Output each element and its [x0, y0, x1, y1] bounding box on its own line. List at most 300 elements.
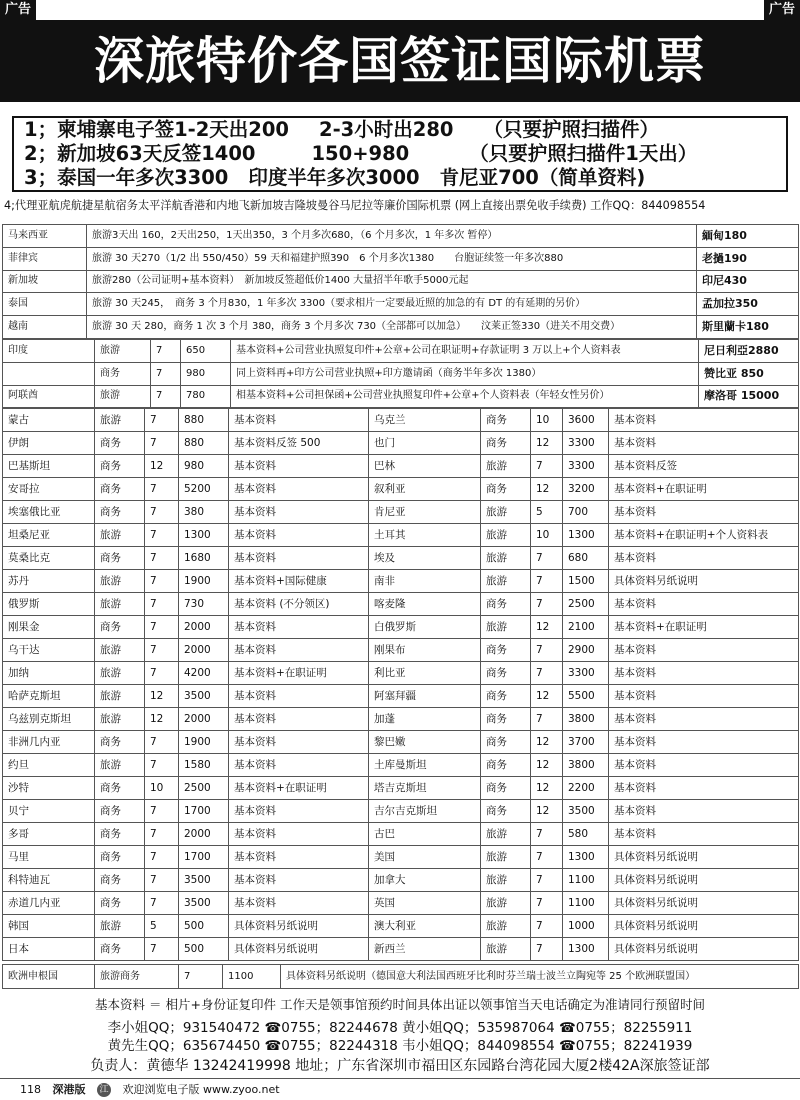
table-cell: 1300 [563, 938, 609, 961]
table-cell: 旅游 [95, 385, 151, 408]
table-row [3, 455, 799, 478]
table-cell: 具体资料另纸说明 [609, 938, 799, 961]
table-row [3, 731, 799, 754]
table-cell: 7 [531, 846, 563, 869]
table-cell: 3300 [563, 432, 609, 455]
table-cell: 科特迪瓦 [3, 869, 95, 892]
table-cell: 基本资料 [229, 754, 369, 777]
table-cell: 基本资料 [609, 501, 799, 524]
table-cell: 非洲几内亚 [3, 731, 95, 754]
table-cell: 1100 [563, 869, 609, 892]
table-cell: 旅游 [95, 409, 145, 432]
table-cell: 7 [531, 915, 563, 938]
table-cell: 商务 [481, 409, 531, 432]
table-row [3, 247, 799, 270]
table-cell: 基本资料+在职证明 [229, 777, 369, 800]
table-cell: 基本资料 [609, 547, 799, 570]
table-cell: 基本资料 [609, 432, 799, 455]
table-cell: 商务 [481, 754, 531, 777]
table-cell: 旅游 [95, 340, 151, 363]
table-cell: 基本资料 [609, 823, 799, 846]
table-cell: 旅游 [95, 593, 145, 616]
table-cell: 安哥拉 [3, 478, 95, 501]
promo-item: 2-3小时出280 [319, 118, 454, 141]
table-cell: 基本资料 [229, 478, 369, 501]
table-row [3, 293, 799, 316]
table-cell: 7 [531, 938, 563, 961]
table-cell: 商务 [95, 432, 145, 455]
table-cell: 7 [145, 846, 179, 869]
table-row [3, 547, 799, 570]
table-cell: 叙利亚 [369, 478, 481, 501]
table-cell: 7 [531, 662, 563, 685]
table-cell: 商务 [95, 938, 145, 961]
table-cell: 5200 [179, 478, 229, 501]
table-cell: 土耳其 [369, 524, 481, 547]
table-cell: 7 [145, 593, 179, 616]
promo-item: 150+980 [311, 142, 410, 165]
table-cell: 旅游 [95, 915, 145, 938]
table-cell: 2000 [179, 823, 229, 846]
table-row [3, 938, 799, 961]
table-cell: 3300 [563, 455, 609, 478]
table-cell: 10 [145, 777, 179, 800]
table-cell: 5 [145, 915, 179, 938]
table-cell: 基本资料 [229, 501, 369, 524]
promo-note: 4;代理亚航虎航捷星航宿务太平洋航香港和内地飞新加坡吉隆坡曼谷马尼拉等廉价国际机票 (网上直接出票免收手续费) 工作QQ：844098554 [4, 199, 706, 212]
table-cell: 7 [179, 965, 223, 989]
table-cell: 旅游 [481, 938, 531, 961]
table-cell: 旅游 [481, 892, 531, 915]
table-cell: 7 [145, 432, 179, 455]
table-cell: 商务 [95, 362, 151, 385]
table-cell: 商务 [481, 731, 531, 754]
table-cell: 商务 [95, 547, 145, 570]
table-row [3, 639, 799, 662]
table-cell: 5500 [563, 685, 609, 708]
table-cell: 基本资料 [229, 685, 369, 708]
table-cell: 1100 [563, 892, 609, 915]
table-cell: 12 [531, 685, 563, 708]
table-cell: 10 [531, 409, 563, 432]
table-cell: 650 [181, 340, 231, 363]
table-cell: 欧洲申根国 [3, 965, 95, 989]
table-cell: 基本资料 [229, 892, 369, 915]
table-cell: 基本资料 [229, 455, 369, 478]
table-cell: 坦桑尼亚 [3, 524, 95, 547]
table-cell: 基本资料 [609, 593, 799, 616]
table-row [3, 432, 799, 455]
table-cell: 基本资料 [609, 662, 799, 685]
table-cell: 基本资料 [229, 800, 369, 823]
table-cell: 刚果布 [369, 639, 481, 662]
table-cell: 旅游 [481, 846, 531, 869]
table-row [3, 662, 799, 685]
table-cell: 1500 [563, 570, 609, 593]
table-cell: 3300 [563, 662, 609, 685]
promo-item: 2；新加坡63天反签1400 [24, 142, 256, 165]
table-cell: 乌克兰 [369, 409, 481, 432]
table-cell: 基本资料+在职证明+个人资料表 [609, 524, 799, 547]
table-cell: 英国 [369, 892, 481, 915]
table-cell: 基本资料 [229, 639, 369, 662]
table-cell: 旅游 [481, 524, 531, 547]
page-title: 深旅特价各国签证国际机票 [0, 20, 800, 102]
table-cell: 7 [531, 455, 563, 478]
ad-label-left: 广告 [0, 0, 36, 20]
table-cell: 3700 [563, 731, 609, 754]
table-cell: 具体资料另纸说明 [609, 869, 799, 892]
table-cell: 巴林 [369, 455, 481, 478]
table-cell: 7 [145, 938, 179, 961]
table-cell: 旅游 [95, 685, 145, 708]
table-row [3, 892, 799, 915]
table-cell: 基本资料 [229, 616, 369, 639]
site-link[interactable]: 欢迎浏览电子版 www.zyoo.net [122, 1083, 280, 1096]
table-cell: 塔吉克斯坦 [369, 777, 481, 800]
table-cell: 2500 [563, 593, 609, 616]
table-cell: 12 [531, 616, 563, 639]
table-cell: 4200 [179, 662, 229, 685]
table-cell: 南非 [369, 570, 481, 593]
table-cell: 刚果金 [3, 616, 95, 639]
table-cell: 泰国 [3, 293, 87, 316]
table-row [3, 754, 799, 777]
table-cell: 具体资料另纸说明 [229, 938, 369, 961]
table-cell: 2500 [179, 777, 229, 800]
contact-line-1: 李小姐QQ；931540472 ☎0755；82244678 黄小姐QQ；535987064 ☎0755；82255911 [107, 1020, 693, 1036]
table-cell: 780 [181, 385, 231, 408]
table-row [3, 685, 799, 708]
table-cell: 沙特 [3, 777, 95, 800]
table-cell: 基本资料+在职证明 [229, 662, 369, 685]
table-cell: 1700 [179, 800, 229, 823]
promo-box [12, 118, 788, 192]
page-number: 118 [20, 1083, 41, 1096]
table-cell: 12 [531, 432, 563, 455]
table-cell: 基本资料 [609, 754, 799, 777]
table-cell: 3500 [563, 800, 609, 823]
table-cell: 10 [531, 524, 563, 547]
edition-label: 深港版 [52, 1083, 86, 1096]
visa-table-india-uae [2, 339, 799, 408]
promo-line-2 [14, 142, 786, 166]
table-cell: 哈萨克斯坦 [3, 685, 95, 708]
table-cell: 具体资料另纸说明 [609, 892, 799, 915]
table-cell: 基本资料 [609, 777, 799, 800]
table-cell: 白俄罗斯 [369, 616, 481, 639]
table-cell: 2000 [179, 616, 229, 639]
table-cell: 旅游 [95, 639, 145, 662]
table-row [3, 616, 799, 639]
table-cell: 旅游 [95, 662, 145, 685]
table-cell: 1580 [179, 754, 229, 777]
table-cell: 3800 [563, 708, 609, 731]
table-cell: 7 [531, 593, 563, 616]
table-row [3, 478, 799, 501]
table-cell: 7 [531, 892, 563, 915]
table-cell: 7 [531, 570, 563, 593]
table-cell: 马里 [3, 846, 95, 869]
table-cell: 商务 [481, 662, 531, 685]
table-cell: 埃塞俄比亚 [3, 501, 95, 524]
table-cell: 贝宁 [3, 800, 95, 823]
table-cell: 菲律宾 [3, 247, 87, 270]
table-cell: 美国 [369, 846, 481, 869]
table-cell: 俄罗斯 [3, 593, 95, 616]
table-cell: 500 [179, 938, 229, 961]
table-cell: 7 [145, 501, 179, 524]
table-cell: 緬甸180 [697, 225, 799, 248]
table-cell: 7 [145, 524, 179, 547]
table-cell: 700 [563, 501, 609, 524]
table-cell: 12 [531, 777, 563, 800]
table-cell: 多哥 [3, 823, 95, 846]
table-cell: 基本资料 [229, 547, 369, 570]
table-cell: 巴基斯坦 [3, 455, 95, 478]
table-row [3, 225, 799, 248]
table-cell: 吉尔吉克斯坦 [369, 800, 481, 823]
table-cell: 旅游3天出 160，2天出250，1天出350，3 个月多次680，（6 个月多次，1 年多次 暂停） [87, 225, 697, 248]
table-cell: 旅游 [481, 547, 531, 570]
table-cell: 新加坡 [3, 270, 87, 293]
visa-table-schengen [2, 964, 799, 989]
table-cell: 印尼430 [697, 270, 799, 293]
table-cell: 12 [145, 708, 179, 731]
table-cell: 旅游 30 天 280，商务 1 次 3 个月 380，商务 3 个月多次 730（全部都可以加急） 汶莱正签330（进关不用交费） [87, 316, 697, 339]
table-cell: 商务 [481, 478, 531, 501]
table-cell: 3800 [563, 754, 609, 777]
table-cell: 3500 [179, 685, 229, 708]
table-cell: 1100 [223, 965, 281, 989]
table-cell: 也门 [369, 432, 481, 455]
promo-item: （只要护照扫描件） [483, 118, 659, 141]
table-cell: 旅游 [481, 455, 531, 478]
table-row [3, 340, 799, 363]
table-cell: 具体资料另纸说明 [609, 570, 799, 593]
table-cell: 乌兹别克斯坦 [3, 708, 95, 731]
table-cell: 基本资料+国际健康 [229, 570, 369, 593]
table-cell: 1900 [179, 731, 229, 754]
table-cell: 旅游 30 天270（1/2 出 550/450）59 天和福建护照390 6 个月多次1380 台胞证续签一年多次880 [87, 247, 697, 270]
table-cell: 2000 [179, 639, 229, 662]
table-cell: 印度 [3, 340, 95, 363]
table-cell: 商务 [95, 846, 145, 869]
table-cell: 具体资料另纸说明 [609, 846, 799, 869]
table-cell: 基本资料 [229, 409, 369, 432]
table-cell: 5 [531, 501, 563, 524]
basic-docs-definition: 基本资料 ＝ 相片+身份证复印件 工作天是领事馆预约时间具体出证以领事馆当天电话确定为准请同行预留时间 [95, 997, 705, 1012]
table-cell: 蒙古 [3, 409, 95, 432]
table-cell: 1680 [179, 547, 229, 570]
table-cell: 7 [145, 547, 179, 570]
table-cell: 商务 [95, 869, 145, 892]
table-cell: 7 [145, 754, 179, 777]
table-cell: 加纳 [3, 662, 95, 685]
table-cell: 基本资料 [229, 708, 369, 731]
table-cell: 7 [531, 547, 563, 570]
promo-item: 印度半年多次3000 [248, 166, 420, 189]
table-cell: 7 [145, 616, 179, 639]
table-cell: 澳大利亚 [369, 915, 481, 938]
contact-line-3: 负责人：黄德华 13242419998 地址；广东省深圳市福田区东园路台湾花园大厦2楼42A深旅签证部 [90, 1058, 710, 1074]
table-cell: 旅游 [481, 570, 531, 593]
table-row [3, 846, 799, 869]
table-cell: 摩洛哥 15000 [699, 385, 799, 408]
table-cell: 旅游 [481, 869, 531, 892]
promo-line-1 [14, 118, 786, 142]
publisher-logo-icon: 江 [97, 1083, 111, 1097]
table-cell: 加蓬 [369, 708, 481, 731]
table-cell: 黎巴嫩 [369, 731, 481, 754]
table-cell: 3600 [563, 409, 609, 432]
table-cell: 旅游 [95, 754, 145, 777]
table-row [3, 708, 799, 731]
table-cell: 680 [563, 547, 609, 570]
table-cell: 商务 [481, 593, 531, 616]
table-cell: 旅游 [481, 616, 531, 639]
table-cell: 3200 [563, 478, 609, 501]
table-cell: 商务 [481, 685, 531, 708]
table-cell: 土库曼斯坦 [369, 754, 481, 777]
table-cell: 12 [531, 731, 563, 754]
promo-item: （只要护照扫描件1天出） [469, 142, 698, 165]
table-cell: 7 [145, 662, 179, 685]
table-cell: 商务 [95, 731, 145, 754]
table-cell: 埃及 [369, 547, 481, 570]
table-row [3, 501, 799, 524]
table-cell: 尼日利亞2880 [699, 340, 799, 363]
table-cell: 3500 [179, 892, 229, 915]
table-cell: 7 [145, 409, 179, 432]
table-cell: 日本 [3, 938, 95, 961]
table-cell: 7 [145, 731, 179, 754]
table-cell: 新西兰 [369, 938, 481, 961]
table-cell: 730 [179, 593, 229, 616]
table-cell: 基本资料反签 [609, 455, 799, 478]
table-cell: 1300 [563, 524, 609, 547]
table-cell: 商务 [95, 777, 145, 800]
table-cell: 基本资料 [229, 846, 369, 869]
table-cell: 乌干达 [3, 639, 95, 662]
promo-item: 肯尼亚700（简单资料) [439, 166, 646, 189]
table-cell: 肯尼亚 [369, 501, 481, 524]
table-cell [3, 362, 95, 385]
table-cell: 1300 [563, 846, 609, 869]
table-row [3, 385, 799, 408]
table-cell: 商务 [95, 616, 145, 639]
table-cell: 7 [145, 478, 179, 501]
table-cell: 老撾190 [697, 247, 799, 270]
table-cell: 商务 [95, 478, 145, 501]
table-cell: 7 [531, 639, 563, 662]
table-cell: 商务 [95, 800, 145, 823]
table-cell: 加拿大 [369, 869, 481, 892]
table-cell: 赞比亚 850 [699, 362, 799, 385]
table-row [3, 570, 799, 593]
table-cell: 880 [179, 409, 229, 432]
table-cell: 7 [145, 639, 179, 662]
ad-label-right: 广告 [764, 0, 800, 20]
table-cell: 马来西亚 [3, 225, 87, 248]
table-cell: 具体资料另纸说明 [229, 915, 369, 938]
table-cell: 阿联酋 [3, 385, 95, 408]
table-cell: 旅游 [481, 823, 531, 846]
table-cell: 基本资料 [609, 685, 799, 708]
table-cell: 古巴 [369, 823, 481, 846]
table-cell: 7 [145, 823, 179, 846]
table-cell: 基本资料 [609, 708, 799, 731]
table-cell: 旅游 [481, 915, 531, 938]
table-cell: 880 [179, 432, 229, 455]
table-cell: 500 [179, 915, 229, 938]
table-cell: 7 [531, 869, 563, 892]
table-cell: 12 [531, 478, 563, 501]
table-cell: 商务 [481, 800, 531, 823]
promo-item: 1；柬埔寨电子签1-2天出200 [24, 118, 290, 141]
table-cell: 1300 [179, 524, 229, 547]
table-cell: 旅游280（公司证明+基本资料） 新加坡反签超低价1400 大量招半年歌手5000元起 [87, 270, 697, 293]
table-cell: 980 [181, 362, 231, 385]
table-cell: 喀麦隆 [369, 593, 481, 616]
table-row [3, 965, 799, 989]
table-row [3, 777, 799, 800]
promo-item: 3；泰国一年多次3300 [24, 166, 229, 189]
table-row [3, 869, 799, 892]
table-cell: 基本资料+在职证明 [609, 478, 799, 501]
table-cell: 商务 [95, 455, 145, 478]
table-cell: 基本资料 [609, 409, 799, 432]
table-cell: 基本资料+在职证明 [609, 616, 799, 639]
page-footer [0, 1078, 800, 1100]
table-cell: 商务 [481, 639, 531, 662]
table-cell: 7 [145, 570, 179, 593]
table-cell: 赤道几内亚 [3, 892, 95, 915]
table-cell: 7 [145, 869, 179, 892]
table-cell: 韩国 [3, 915, 95, 938]
table-cell: 7 [531, 708, 563, 731]
table-cell: 孟加拉350 [697, 293, 799, 316]
table-cell: 旅游 [481, 501, 531, 524]
table-row [3, 823, 799, 846]
table-cell: 基本资料 [229, 731, 369, 754]
table-cell: 旅游 30 天245， 商务 3 个月830，1 年多次 3300（要求相片一定要最近照的加急的有 DT 的有延期的另价） [87, 293, 697, 316]
table-cell: 3500 [179, 869, 229, 892]
table-cell: 2100 [563, 616, 609, 639]
table-cell: 旅游 [95, 708, 145, 731]
table-cell: 基本资料 [229, 524, 369, 547]
table-row [3, 316, 799, 339]
table-row [3, 915, 799, 938]
table-cell: 莫桑比克 [3, 547, 95, 570]
visa-table-countries [2, 408, 799, 961]
table-cell: 相基本资料+公司担保函+公司营业执照复印件+公章+个人资料表（年轻女性另价） [231, 385, 699, 408]
table-cell: 苏丹 [3, 570, 95, 593]
table-row [3, 270, 799, 293]
table-cell: 1700 [179, 846, 229, 869]
table-row [3, 362, 799, 385]
table-cell: 基本资料 [229, 869, 369, 892]
table-cell: 基本资料 [609, 800, 799, 823]
table-cell: 商务 [95, 823, 145, 846]
table-cell: 商务 [481, 777, 531, 800]
table-cell: 商务 [481, 708, 531, 731]
table-cell: 2000 [179, 708, 229, 731]
table-cell: 商务 [95, 892, 145, 915]
table-cell: 7 [145, 892, 179, 915]
visa-table-asia [2, 224, 799, 339]
table-cell: 7 [151, 340, 181, 363]
